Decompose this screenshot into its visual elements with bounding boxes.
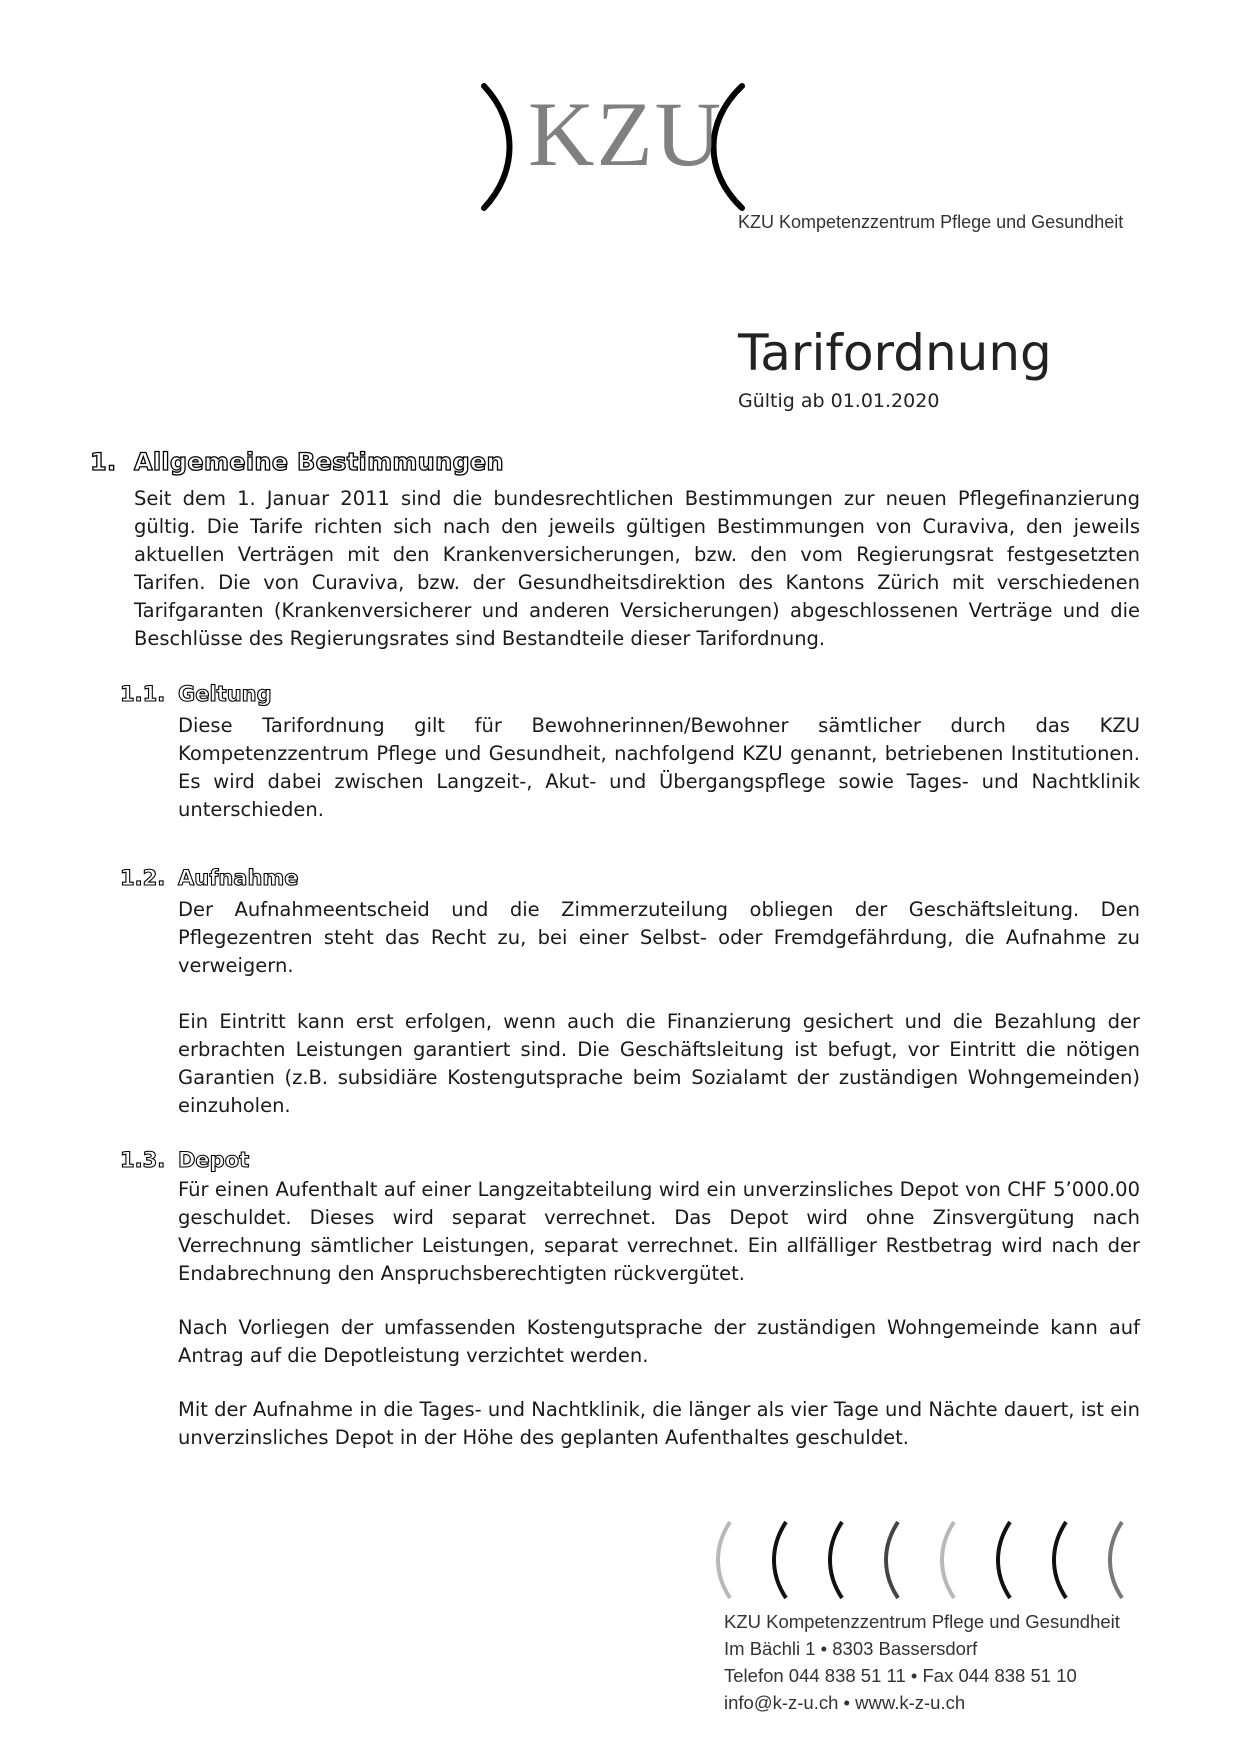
- section-1-2-heading: [120, 866, 299, 890]
- section-1-heading: [90, 448, 504, 476]
- kzu-logo: [478, 82, 748, 212]
- footer-web[interactable]: info@k-z-u.ch • www.k-z-u.ch: [724, 1692, 966, 1713]
- logo-subtitle: KZU Kompetenzzentrum Pflege und Gesundheit: [738, 212, 1124, 232]
- footer-address-block: [724, 1608, 1120, 1716]
- logo-wordmark: KZU: [528, 83, 724, 185]
- section-number: 1.3.: [120, 1148, 166, 1172]
- section-1-3-paragraph-1: Für einen Aufenthalt auf einer Langzeitabteilung wird ein unverzinsliches Depot von CHF 5’000.00 geschuldet. Dieses wird separat verrechnet. Das Depot wird ohne Zinsvergütung nach Verrechnung sämtlicher Leistungen, separat verrechnet. Ein allfälliger Restbetrag wird nach der Endabrechnung den Anspruchsberechtigten rückvergütet.: [178, 1178, 1140, 1285]
- section-1-2-paragraph-2: Ein Eintritt kann erst erfolgen, wenn auch die Finanzierung gesichert und die Bezahlung der erbrachten Leistungen garantiert sind. Die Geschäftsleitung ist befugt, vor Eintritt die nötigen Garantien (z.B. subsidiäre Kostengutsprache beim Sozialamt der zuständigen Wohngemeinden) einzuholen.: [178, 1010, 1140, 1117]
- section-title: Geltung: [178, 682, 272, 706]
- section-1-1-heading: [120, 682, 272, 706]
- section-number: 1.2.: [120, 866, 166, 890]
- section-1-3-heading: [120, 1148, 249, 1172]
- section-title: Allgemeine Bestimmungen: [134, 448, 504, 476]
- section-1-2-paragraph-1: Der Aufnahmeentscheid und die Zimmerzuteilung obliegen der Geschäftsleitung. Den Pflegezentren steht das Recht zu, bei einer Selbst- oder Fremdgefährdung, die Aufnahme zu verweigern.: [178, 898, 1140, 977]
- section-number: 1.1.: [120, 682, 166, 706]
- section-1-3-paragraph-3: Mit der Aufnahme in die Tages- und Nachtklinik, die länger als vier Tage und Nächte dauert, ist ein unverzinsliches Depot in der Höhe des geplanten Aufenthaltes geschuldet.: [178, 1398, 1140, 1449]
- footer-phone: Telefon 044 838 51 11 • Fax 044 838 51 10: [724, 1665, 1077, 1686]
- valid-from-date: Gültig ab 01.01.2020: [738, 390, 940, 412]
- footer-org: KZU Kompetenzzentrum Pflege und Gesundheit: [724, 1611, 1120, 1632]
- section-1-1-paragraph: Diese Tarifordnung gilt für Bewohnerinnen/Bewohner sämtlicher durch das KZU Kompetenzzentrum Pflege und Gesundheit, nachfolgend KZU genannt, betriebenen Institutionen. Es wird dabei zwischen Langzeit-, Akut- und Übergangspflege sowie Tages- und Nachtklinik unterschieden.: [178, 714, 1140, 821]
- section-1-3-paragraph-2: Nach Vorliegen der umfassenden Kostengutsprache der zuständigen Wohngemeinde kann auf Antrag auf die Depotleistung verzichtet werden.: [178, 1316, 1140, 1367]
- section-number: 1.: [90, 448, 117, 476]
- footer-address: Im Bächli 1 • 8303 Bassersdorf: [724, 1638, 978, 1659]
- footer-parentheses-graphic: [716, 1520, 1136, 1600]
- section-1-paragraph: Seit dem 1. Januar 2011 sind die bundesrechtlichen Bestimmungen zur neuen Pflegefinanzierung gültig. Die Tarife richten sich nach den jeweils gültigen Bestimmungen von Curaviva, den jeweils aktuellen Verträgen mit den Krankenversicherungen, bzw. den vom Regierungsrat festgesetzten Tarifen. Die von Curaviva, bzw. der Gesundheitsdirektion des Kantons Zürich mit verschiedenen Tarifgaranten (Krankenversicherer und anderen Versicherungen) abgeschlossenen Verträge und die Beschlüsse des Regierungsrates sind Bestandteile dieser Tarifordnung.: [134, 487, 1140, 650]
- section-title: Depot: [178, 1148, 250, 1172]
- document-title: Tarifordnung: [738, 324, 1052, 382]
- section-title: Aufnahme: [178, 866, 299, 890]
